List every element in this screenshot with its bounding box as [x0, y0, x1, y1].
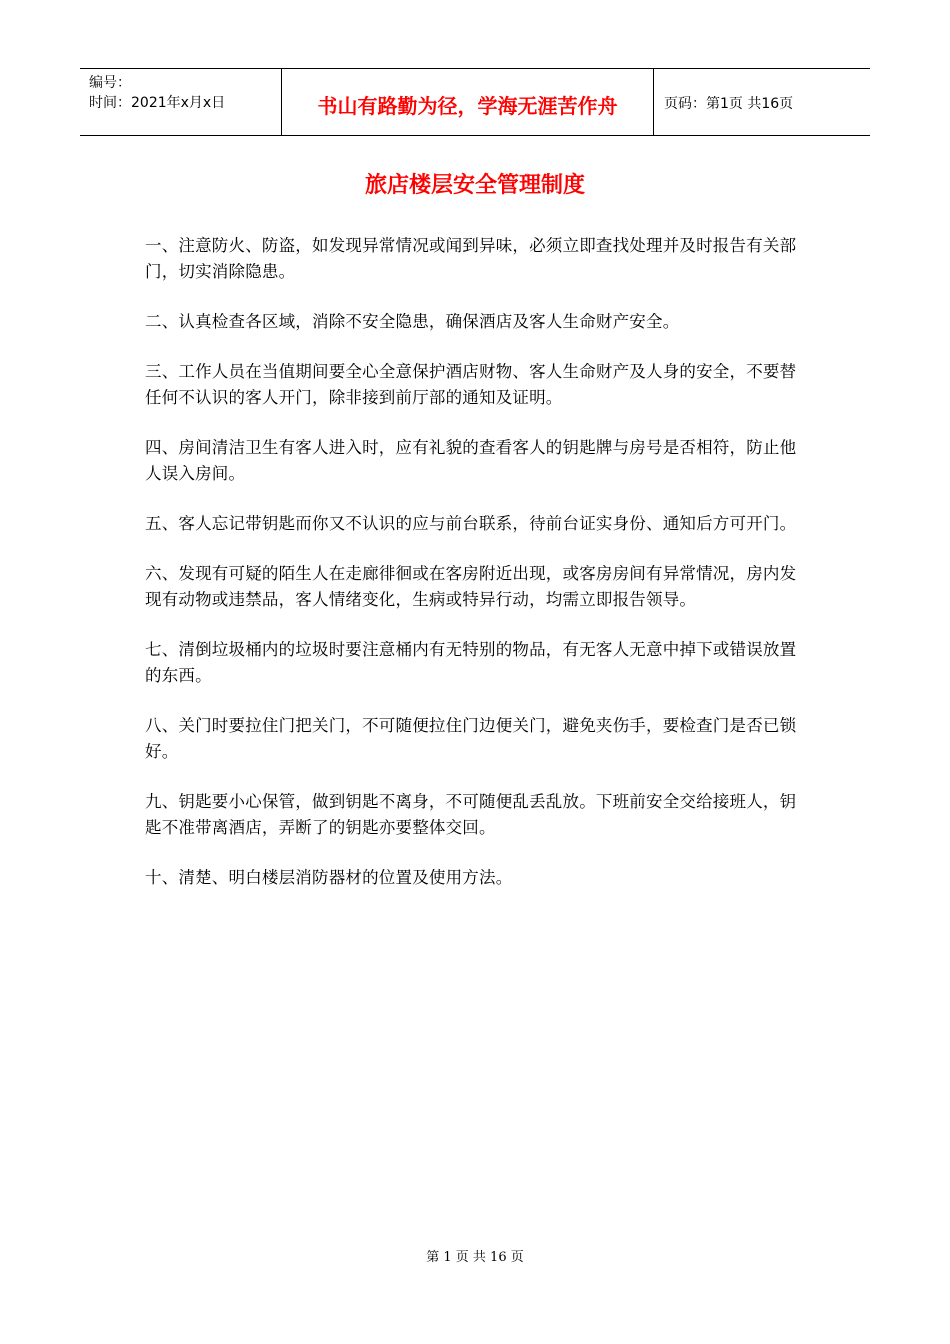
rule-item: 五、客人忘记带钥匙而你又不认识的应与前台联系，待前台证实身份、通知后方可开门。: [145, 514, 797, 533]
rule-item: 八、关门时要拉住门把关门，不可随便拉住门边便关门，避免夹伤手，要检查门是否已锁好。: [145, 716, 797, 761]
motto-text: 书山有路勤为径，学海无涯苦作舟: [317, 93, 618, 118]
header-table: [80, 68, 870, 136]
rules-list: [145, 233, 805, 915]
page-footer: 第 1 页 共 16 页: [426, 1250, 524, 1265]
header-page-cell: [654, 69, 870, 135]
document-title: 旅店楼层安全管理制度: [364, 172, 585, 198]
rule-item: 四、房间清洁卫生有客人进入时，应有礼貌的查看客人的钥匙牌与房号是否相符，防止他人误入房间。: [145, 438, 797, 483]
header-meta-cell: [80, 69, 282, 135]
rule-item: 七、清倒垃圾桶内的垃圾时要注意桶内有无特别的物品，有无客人无意中掉下或错误放置的东西。: [145, 640, 797, 685]
code-label: 编号：: [89, 75, 131, 91]
rule-item: 六、发现有可疑的陌生人在走廊徘徊或在客房附近出现，或客房房间有异常情况，房内发现有动物或违禁品，客人情绪变化，生病或特异行动，均需立即报告领导。: [145, 564, 797, 609]
rule-item: 二、认真检查各区域，消除不安全隐患，确保酒店及客人生命财产安全。: [145, 312, 680, 331]
rule-item: 三、工作人员在当值期间要全心全意保护酒店财物、客人生命财产及人身的安全，不要替任何不认识的客人开门，除非接到前厅部的通知及证明。: [145, 362, 797, 407]
date-label: 时间：2021年x月x日: [89, 95, 226, 111]
page-info: 页码：第1页 共16页: [664, 96, 794, 112]
rule-item: 十、清楚、明白楼层消防器材的位置及使用方法。: [145, 868, 513, 887]
rule-item: 一、注意防火、防盗，如发现异常情况或闻到异味，必须立即查找处理并及时报告有关部门，切实消除隐患。: [145, 236, 797, 281]
rule-item: 九、钥匙要小心保管，做到钥匙不离身，不可随便乱丢乱放。下班前安全交给接班人，钥匙不准带离酒店，弄断了的钥匙亦要整体交回。: [145, 792, 797, 837]
header-motto-cell: [282, 69, 654, 135]
